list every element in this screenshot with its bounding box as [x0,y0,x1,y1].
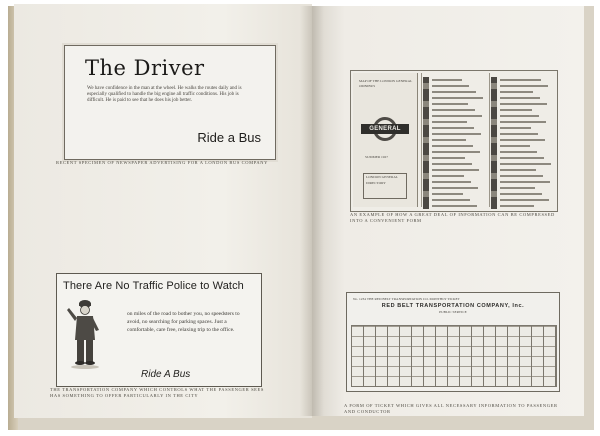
route-text-line [432,109,475,111]
route-text-line [432,205,477,207]
route-text-line [500,121,546,123]
driver-advertisement [64,45,276,160]
traffic-ad-cta: Ride A Bus [141,369,191,380]
traffic-ad-body: on miles of the road to bother you, no speedsters to avoid, no searching for parking spaces. Just a comfortable, care free, relaxing trip to the office. [127,311,240,333]
folding-route-map [350,70,558,212]
route-text-line [500,157,544,159]
map-cover-panel [353,73,418,207]
route-text-line [500,139,545,141]
route-text-line [432,187,478,189]
route-text-line [432,199,470,201]
route-text-line [432,91,476,93]
route-text-line [500,175,543,177]
route-text-line [432,169,479,171]
driver-ad-caption: RECENT SPECIMEN OF NEWSPAPER ADVERTISING FOR A LONDON BUS COMPANY [56,160,268,165]
traffic-ad-headline: There Are No Traffic Police to Watch [63,280,244,292]
route-text-line [500,181,550,183]
policeman-illustration [63,294,109,370]
route-text-line [432,121,467,123]
transport-ticket [346,292,560,392]
route-text-line [500,145,530,147]
driver-ad-body: We have confidence in the man at the wheel. He walks the routes daily and is especially qualified to handle the big engine all traffic conditions. His job is difficult. He is paid to see that he does his job better. [87,86,242,103]
route-text-line [500,109,532,111]
route-text-line [432,175,464,177]
route-text-line [500,85,548,87]
route-text-line [432,97,483,99]
route-text-line [432,145,473,147]
route-text-line [500,205,534,207]
map-cover-directory: LONDON GENERAL DIRECTORY [363,173,407,199]
map-cover-heading: MAP OF THE LONDON GENERAL OMNIBUS [359,79,413,88]
route-text-line [432,103,468,105]
route-text-line [432,85,469,87]
driver-ad-headline: The Driver [85,56,205,80]
route-text-line [500,163,551,165]
roundel-brand-text: GENERAL [361,124,409,134]
route-text-line [432,79,462,81]
route-text-line [432,151,480,153]
route-text-line [432,139,466,141]
ticket-punch-grid [351,325,557,387]
book-gutter [300,6,324,416]
map-caption: AN EXAMPLE OF HOW A GREAT DEAL OF INFORMATION CAN BE COMPRESSED INTO A CONVENIENT FORM [350,212,555,223]
route-column-right [489,73,554,207]
route-text-line [432,133,481,135]
route-text-line [432,181,471,183]
traffic-ad-caption: THE TRANSPORTATION COMPANY WHICH CONTROLS WHAT THE PASSENGER SEES HAS SOMETHING TO OFFER PARTICULARLY IN THE CITY [50,387,264,398]
ticket-company-name: RED BELT TRANSPORTATION COMPANY, Inc. [381,303,525,309]
ticket-caption: A FORM OF TICKET WHICH GIVES ALL NECESSARY INFORMATION TO PASSENGER AND CONDUCTOR [344,403,558,414]
traffic-advertisement [56,273,262,387]
map-route-columns [421,73,555,207]
route-number-marker [491,203,497,209]
ticket-top-line: No. 1234 THE RED BELT TRANSPORTATION CO. MONTHLY TICKET [353,297,460,301]
route-column-left [421,73,486,207]
route-text-line [500,151,537,153]
route-text-line [500,193,542,195]
map-cover-date: SUMMER 1927 [365,155,389,159]
route-text-line [500,133,538,135]
route-text-line [432,115,482,117]
route-text-line [432,157,465,159]
route-text-line [500,127,531,129]
route-text-line [500,79,541,81]
route-text-line [500,97,540,99]
route-text-line [500,103,547,105]
route-number-marker [423,203,429,209]
route-text-line [500,199,549,201]
route-text-line [432,127,474,129]
route-text-line [432,163,472,165]
ticket-place-line: PUBLIC SERVICE [439,310,467,314]
route-text-line [500,169,536,171]
route-text-line [500,187,535,189]
general-roundel-logo [361,117,409,141]
route-text-line [500,115,539,117]
route-text-line [432,193,463,195]
route-text-line [500,91,533,93]
driver-ad-cta: Ride a Bus [197,130,261,145]
